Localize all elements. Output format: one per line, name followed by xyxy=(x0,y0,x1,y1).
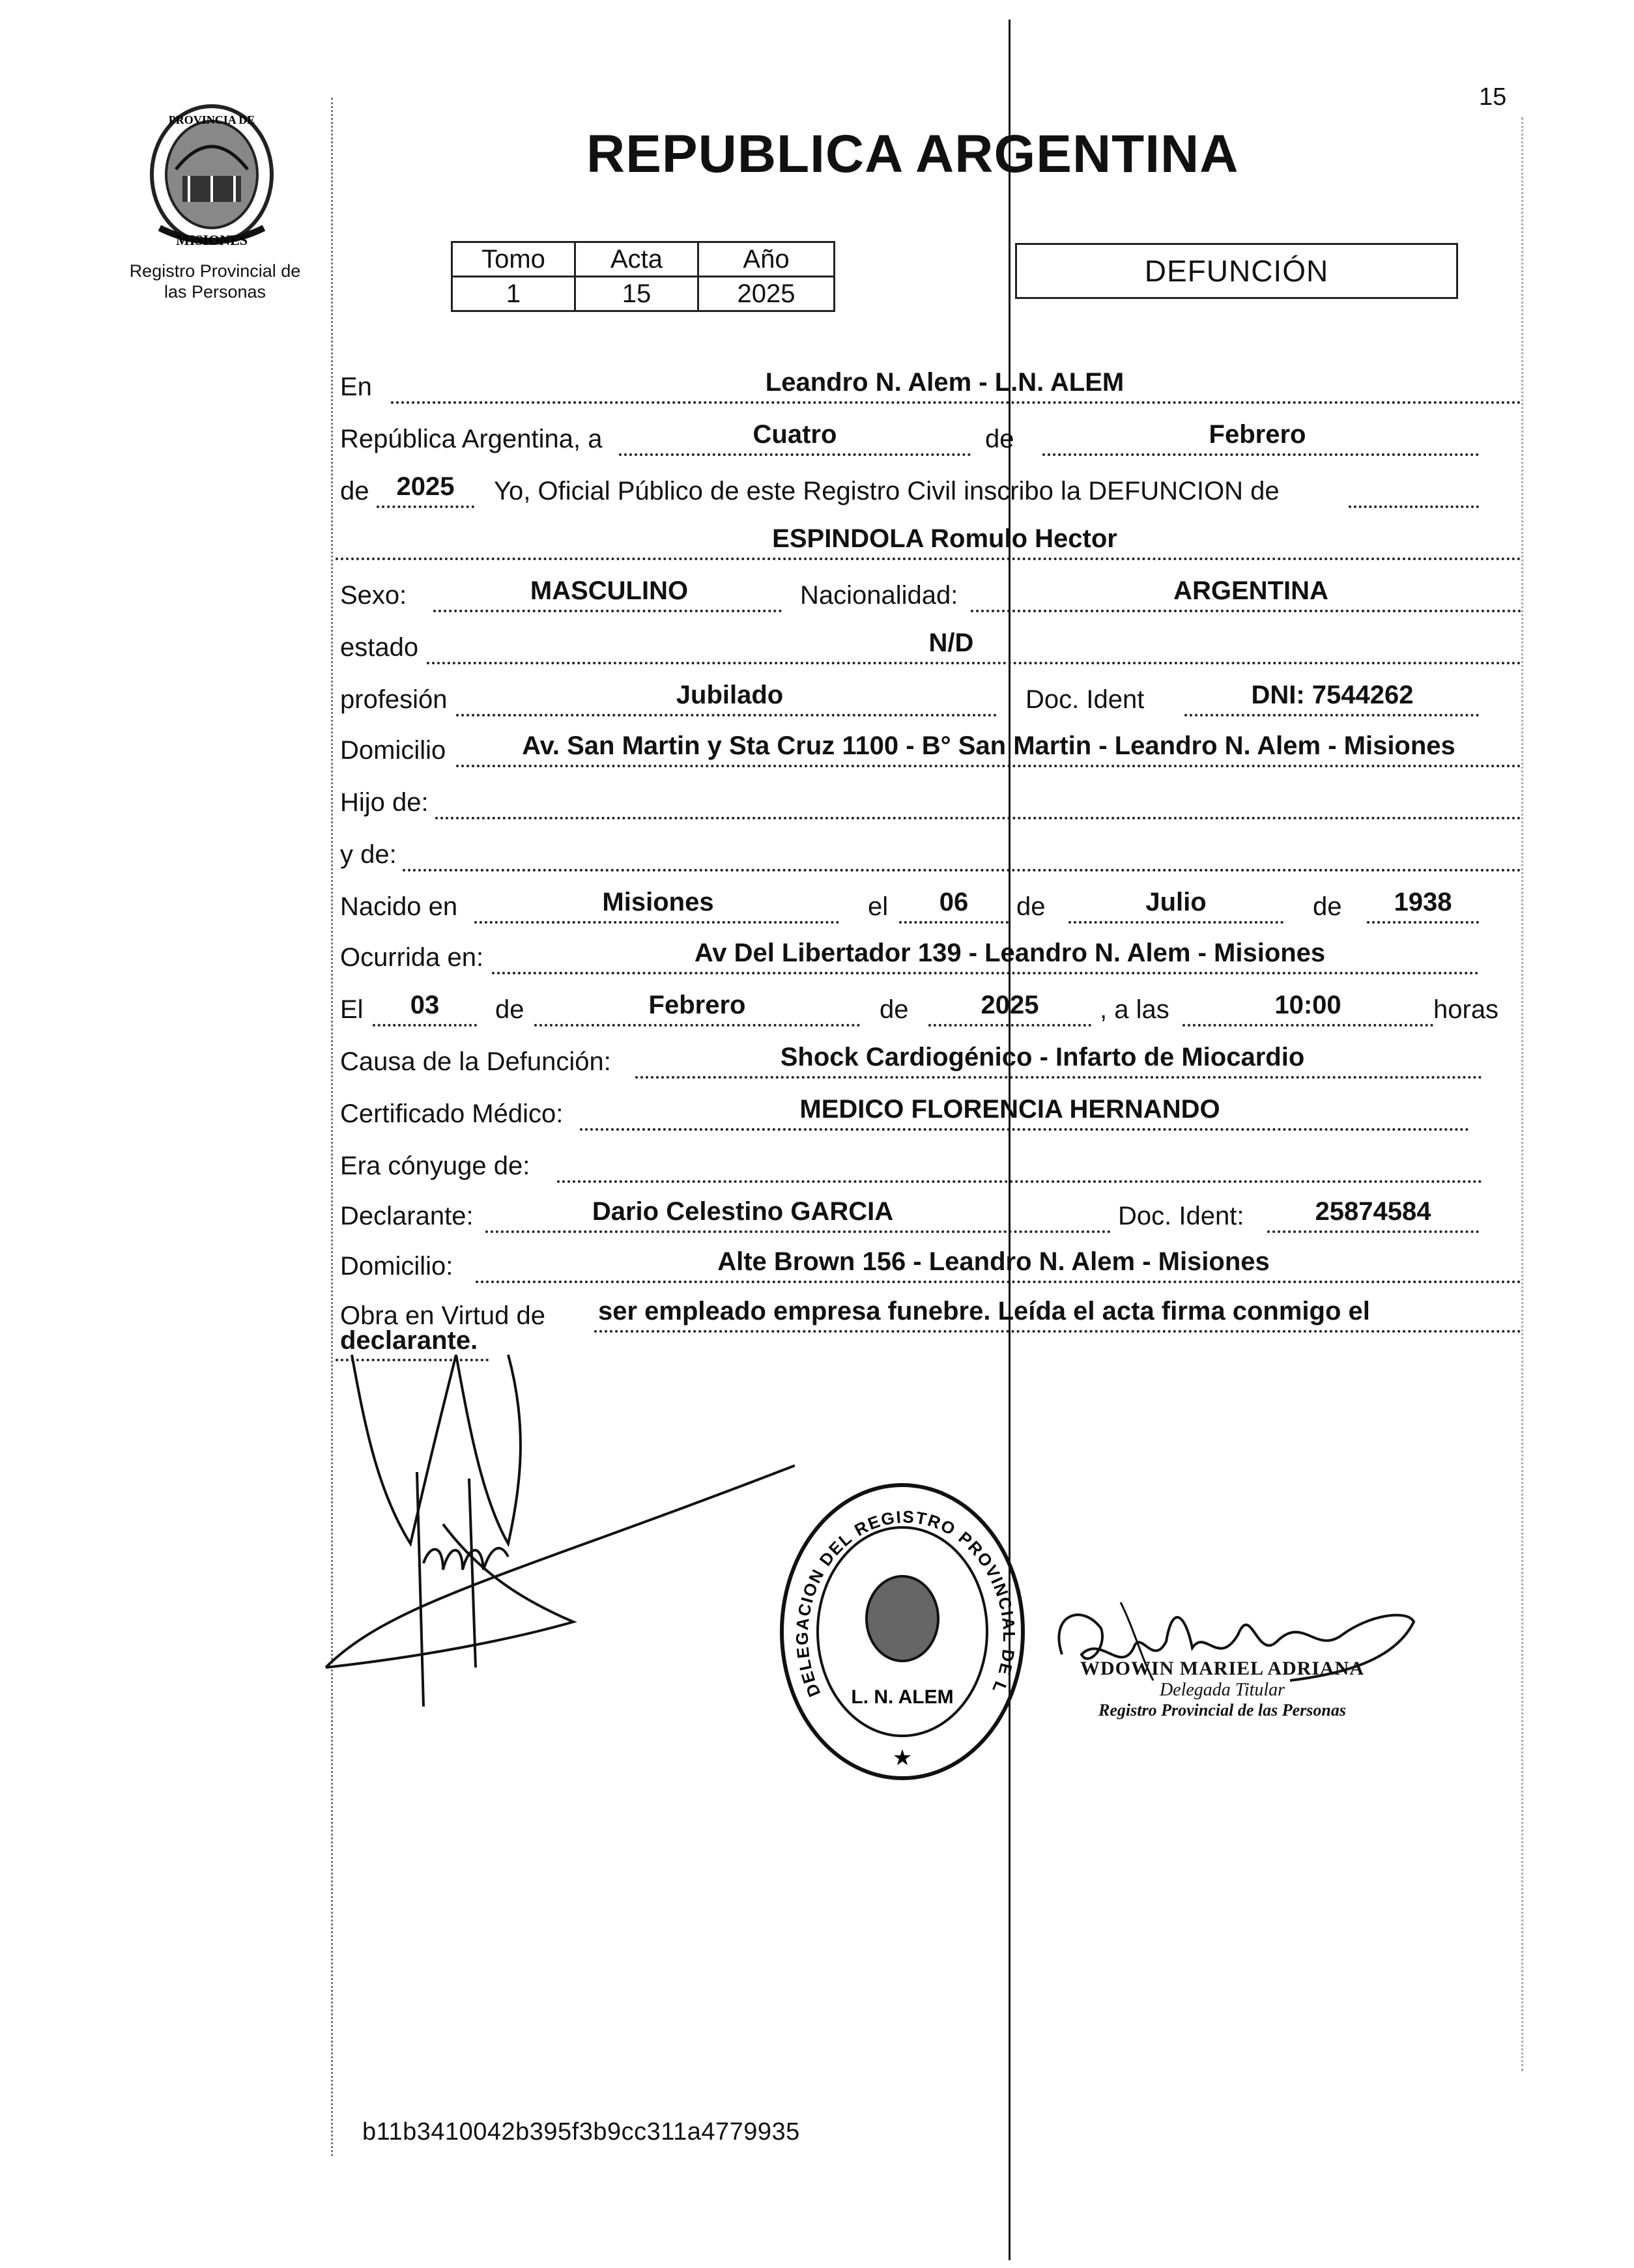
year-prefix-label: de xyxy=(340,477,369,505)
obra-value-line2: declarante. xyxy=(340,1326,478,1355)
causa-label: Causa de la Defunción: xyxy=(340,1047,611,1076)
birth-de1-label: de xyxy=(1016,892,1046,921)
declarante-label: Declarante: xyxy=(340,1202,474,1230)
el-label: el xyxy=(868,892,889,921)
obra-label: Obra en Virtud de xyxy=(340,1301,546,1330)
registry-stamp xyxy=(775,1479,1029,1785)
nacionalidad-label: Nacionalidad: xyxy=(800,581,958,610)
profesion-label: profesión xyxy=(340,685,448,714)
stamp-outer-text: DELEGACION DEL REGISTRO PROVINCIAL DE L xyxy=(792,1507,1020,1700)
official-name: WDOWIN MARIEL ADRIANA xyxy=(1080,1658,1365,1679)
sexo-label: Sexo: xyxy=(340,581,407,610)
alas-label: , a las xyxy=(1100,995,1169,1024)
registry-line-2: las Personas xyxy=(164,282,266,302)
anio-header: Año xyxy=(698,242,835,277)
acta-value: 15 xyxy=(575,277,698,311)
acta-header: Acta xyxy=(575,242,698,277)
tomo-value: 1 xyxy=(452,277,575,311)
provincia-misiones-seal xyxy=(140,98,283,254)
death-de2-label: de xyxy=(880,995,909,1024)
svg-text:MISIONES: MISIONES xyxy=(175,232,248,248)
el2-label: El xyxy=(340,995,364,1024)
death-de1-label: de xyxy=(495,995,524,1024)
birth-day-value: 06 xyxy=(939,888,969,916)
declarante-value: Dario Celestino GARCIA xyxy=(592,1197,894,1226)
doc-label: Doc. Ident xyxy=(1025,685,1145,714)
causa-value: Shock Cardiogénico - Infarto de Miocardio xyxy=(780,1043,1305,1071)
ocurrida-label: Ocurrida en: xyxy=(340,943,484,972)
left-margin-dotted-line xyxy=(331,98,333,2156)
birth-year-value: 1938 xyxy=(1394,888,1452,916)
svg-text:★: ★ xyxy=(892,1745,913,1771)
declarant-signature xyxy=(313,1329,795,1720)
estado-label: estado xyxy=(340,633,419,662)
sexo-value: MASCULINO xyxy=(530,576,689,605)
decl-doc-value: 25874584 xyxy=(1315,1197,1431,1226)
page-number: 15 xyxy=(1479,83,1507,111)
en-value: Leandro N. Alem - L.N. ALEM xyxy=(765,368,1125,397)
document-hash: b11b3410042b395f3b9cc311a4779935 xyxy=(362,2118,800,2146)
birth-month-value: Julio xyxy=(1145,888,1207,916)
doc-value: DNI: 7544262 xyxy=(1251,681,1414,709)
yde-field xyxy=(403,839,1521,872)
inscribe-text: Yo, Oficial Público de este Registro Civil inscribo la DEFUNCION de xyxy=(494,477,1280,505)
official-office: Registro Provincial de las Personas xyxy=(1098,1701,1346,1720)
republica-label: República Argentina, a xyxy=(340,425,603,453)
cert-label: Certificado Médico: xyxy=(340,1099,564,1128)
conyuge-label: Era cónyuge de: xyxy=(340,1152,530,1180)
right-margin-dotted-line xyxy=(1521,117,1523,2071)
record-table xyxy=(451,241,835,312)
decl-dom-value: Alte Brown 156 - Leandro N. Alem - Misiones xyxy=(717,1247,1270,1276)
stamp-inner-text: L. N. ALEM xyxy=(851,1686,954,1708)
horas-label: horas xyxy=(1433,995,1499,1024)
death-time-value: 10:00 xyxy=(1274,991,1341,1019)
day-words-value: Cuatro xyxy=(752,420,837,449)
official-role: Delegada Titular xyxy=(1159,1680,1285,1700)
svg-text:PROVINCIA DE: PROVINCIA DE xyxy=(168,113,255,126)
act-type-box: DEFUNCIÓN xyxy=(1015,243,1458,299)
registry-line-1: Registro Provincial de xyxy=(129,261,301,281)
nacido-value: Misiones xyxy=(602,888,714,916)
anio-value: 2025 xyxy=(698,277,835,311)
scan-vertical-line xyxy=(1009,20,1010,2260)
nacionalidad-value: ARGENTINA xyxy=(1173,576,1328,605)
hijo-field xyxy=(435,787,1521,819)
death-day-value: 03 xyxy=(410,991,440,1019)
month-words-value: Febrero xyxy=(1209,420,1306,449)
birth-de2-label: de xyxy=(1313,892,1342,921)
inscribe-field xyxy=(1349,475,1479,508)
decl-dom-label: Domicilio: xyxy=(340,1252,453,1281)
nacido-label: Nacido en xyxy=(340,892,458,921)
death-year-value: 2025 xyxy=(981,991,1039,1019)
yde-label: y de: xyxy=(340,840,397,869)
de-label: de xyxy=(985,425,1014,453)
official-block xyxy=(1053,1658,1392,1720)
tomo-header: Tomo xyxy=(452,242,575,277)
en-label: En xyxy=(340,373,372,401)
conyuge-field xyxy=(557,1150,1482,1183)
decl-doc-label: Doc. Ident: xyxy=(1118,1202,1244,1230)
domicilio-value: Av. San Martin y Sta Cruz 1100 - B° San Martin - Leandro N. Alem - Misiones xyxy=(522,731,1455,760)
page-title: REPUBLICA ARGENTINA xyxy=(586,124,1239,184)
cert-value: MEDICO FLORENCIA HERNANDO xyxy=(799,1095,1220,1124)
obra-value-line1: ser empleado empresa funebre. Leída el acta firma conmigo el xyxy=(598,1297,1370,1325)
estado-value: N/D xyxy=(928,629,974,657)
hijo-label: Hijo de: xyxy=(340,788,429,817)
registry-label xyxy=(111,261,319,302)
domicilio-label: Domicilio xyxy=(340,736,446,765)
death-month-value: Febrero xyxy=(648,991,746,1019)
ocurrida-value: Av Del Libertador 139 - Leandro N. Alem - Misiones xyxy=(694,939,1326,967)
year-value: 2025 xyxy=(396,472,455,501)
profesion-value: Jubilado xyxy=(676,681,784,709)
deceased-name-value: ESPINDOLA Romulo Hector xyxy=(772,524,1117,553)
